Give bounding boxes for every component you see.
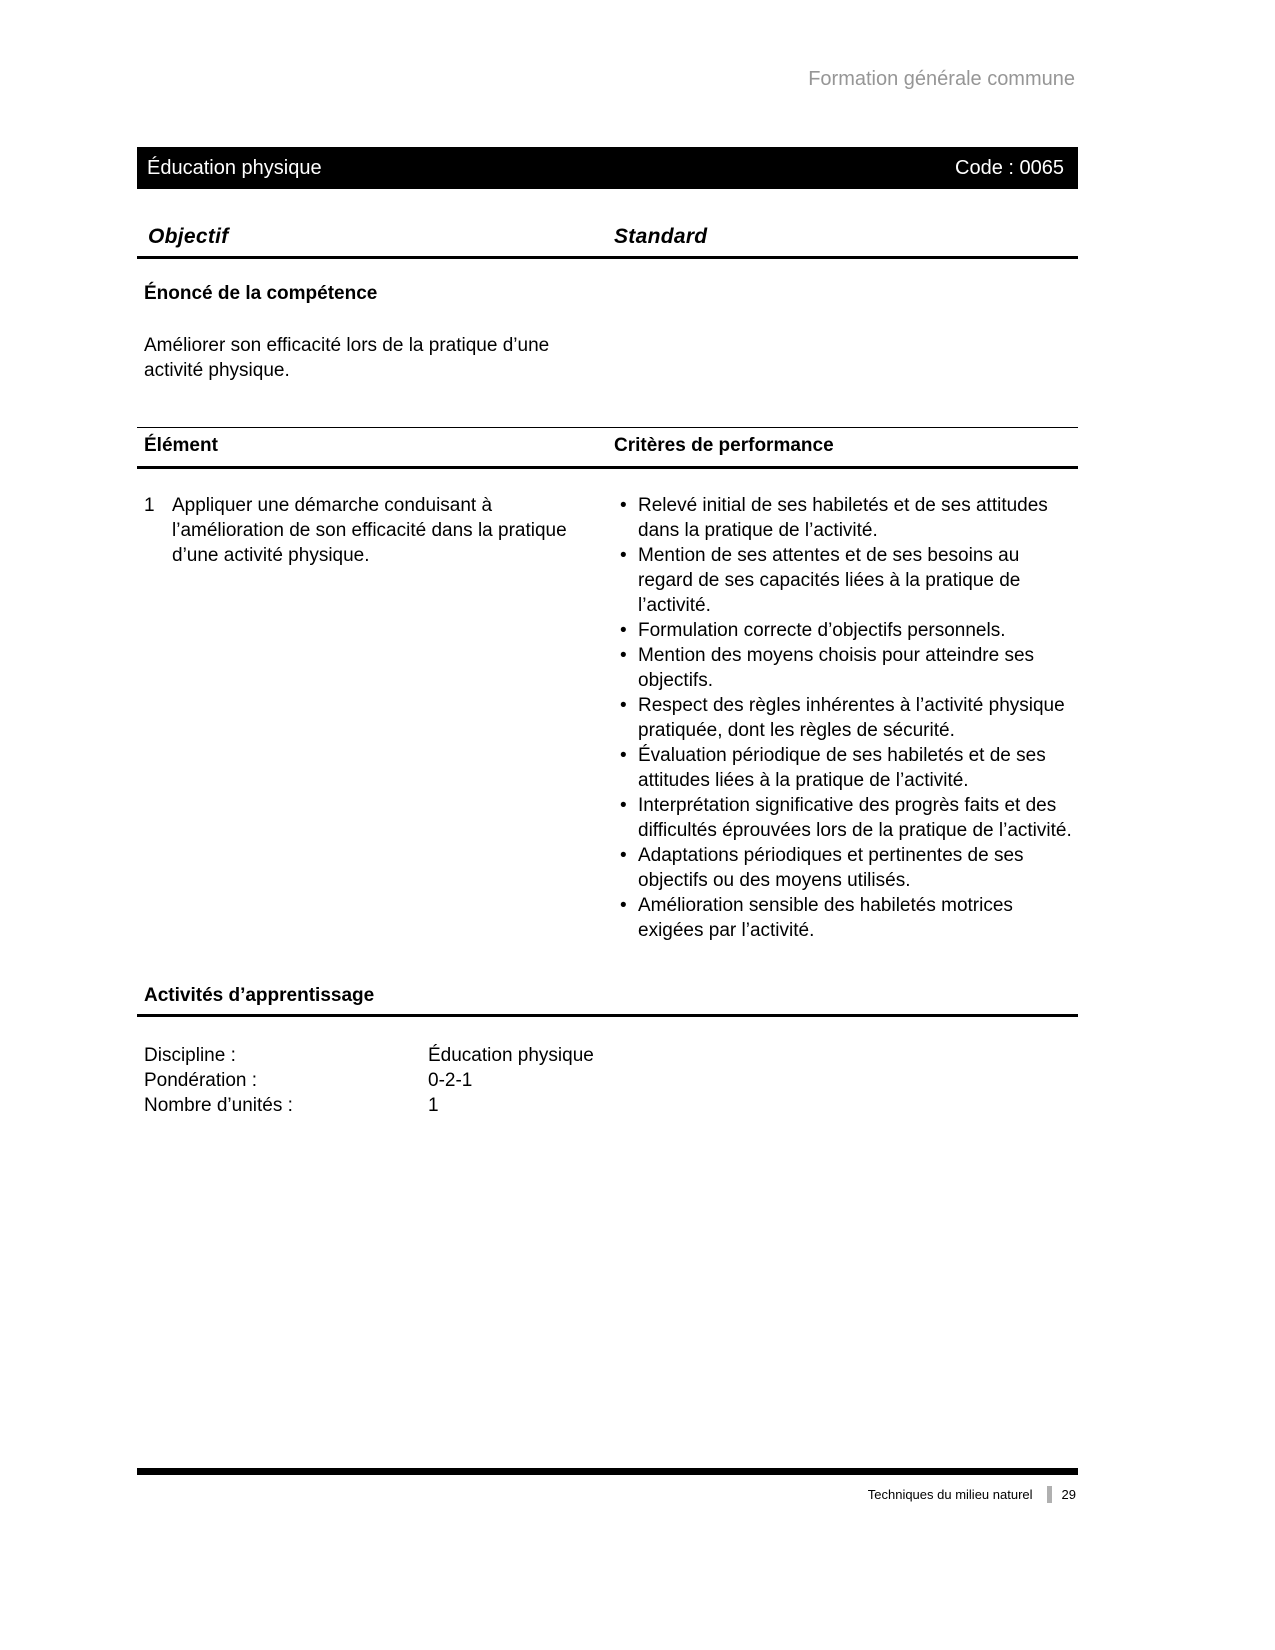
activities-row-value: 1 xyxy=(428,1095,439,1116)
criteria-item: • Mention de ses attentes et de ses besoins au regard de ses capacités liées à la pratique de l’activité. xyxy=(614,543,1078,618)
element-item xyxy=(144,493,584,568)
activities-row xyxy=(137,1068,1078,1093)
activities-row-label: Nombre d’unités : xyxy=(144,1095,293,1116)
criteria-header: Critères de performance xyxy=(614,435,834,456)
criteria-column xyxy=(614,493,1078,943)
element-text: Appliquer une démarche conduisant à l’amélioration de son efficacité dans la pratique d’une activité physique. xyxy=(172,495,567,566)
divider-rule xyxy=(137,256,1078,259)
competence-heading: Énoncé de la compétence xyxy=(144,283,378,304)
footer-rule xyxy=(137,1468,1078,1475)
activities-row-value: Éducation physique xyxy=(428,1045,594,1066)
footer-text: Techniques du milieu naturel xyxy=(867,1487,1033,1502)
activities-row xyxy=(137,1043,1078,1068)
running-header: Formation générale commune xyxy=(808,68,1075,90)
activities-row-value: 0-2-1 xyxy=(428,1070,473,1091)
criteria-item: • Relevé initial de ses habiletés et de ses attitudes dans la pratique de l’activité. xyxy=(614,493,1078,543)
element-number: 1 xyxy=(144,495,155,516)
criteria-item: • Mention des moyens choisis pour atteindre ses objectifs. xyxy=(614,643,1078,693)
page-content xyxy=(137,225,1078,1118)
criteria-item: • Interprétation significative des progrès faits et des difficultés éprouvées lors de la pratique de l’activité. xyxy=(614,793,1078,843)
activities-row-label: Discipline : xyxy=(144,1045,236,1066)
element-body xyxy=(137,493,1078,943)
activities-heading: Activités d’apprentissage xyxy=(144,985,375,1006)
criteria-list xyxy=(614,493,1078,943)
standard-header: Standard xyxy=(614,225,708,248)
activities-table xyxy=(137,1043,1078,1118)
competence-text: Améliorer son efficacité lors de la pratique d’une activité physique. xyxy=(144,335,550,381)
objectif-header: Objectif xyxy=(148,225,229,248)
criteria-item: • Respect des règles inhérentes à l’activité physique pratiquée, dont les règles de sécurité. xyxy=(614,693,1078,743)
footer xyxy=(137,1486,1078,1503)
section-title-bar xyxy=(137,147,1078,189)
criteria-item: • Amélioration sensible des habiletés motrices exigées par l’activité. xyxy=(614,893,1078,943)
element-header-row xyxy=(137,427,1078,469)
activities-row xyxy=(137,1093,1078,1118)
element-header: Élément xyxy=(144,435,218,456)
criteria-item: • Évaluation périodique de ses habiletés et de ses attitudes liées à la pratique de l’activité. xyxy=(614,743,1078,793)
column-headers xyxy=(137,225,1078,249)
page-number: 29 xyxy=(1061,1487,1076,1502)
section-code: Code : 0065 xyxy=(955,156,1064,179)
section-title: Éducation physique xyxy=(147,156,322,179)
element-column xyxy=(137,493,614,943)
divider-rule xyxy=(137,1014,1078,1017)
footer-separator xyxy=(1047,1486,1052,1503)
activities-row-label: Pondération : xyxy=(144,1070,258,1091)
criteria-item: • Formulation correcte d’objectifs personnels. xyxy=(614,618,1078,643)
criteria-item: • Adaptations périodiques et pertinentes de ses objectifs ou des moyens utilisés. xyxy=(614,843,1078,893)
